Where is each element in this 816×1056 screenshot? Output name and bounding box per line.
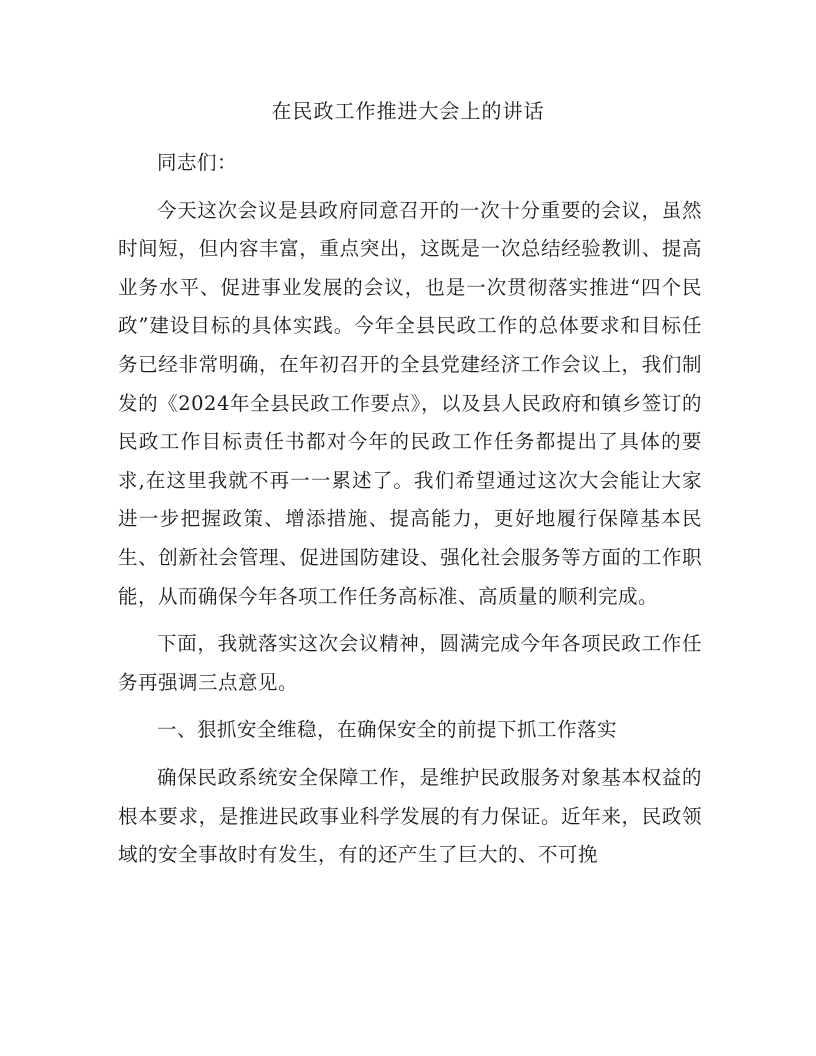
body-paragraph: 确保民政系统安全保障工作，是维护民政服务对象基本权益的根本要求，是推进民政事业科学发展的有力保证。近年来，民政领域的安全事故时有发生，有的还产生了巨大的、不可挽 [118, 765, 702, 867]
section-heading: 一、狠抓安全维稳，在确保安全的前提下抓工作落实 [157, 718, 618, 742]
body-paragraph: 下面，我就落实这次会议精神，圆满完成今年各项民政工作任务再强调三点意见。 [118, 632, 702, 694]
body-paragraph: 今天这次会议是县政府同意召开的一次十分重要的会议，虽然时间短，但内容丰富，重点突出，这既是一次总结经验教训、提高业务水平、促进事业发展的会议，也是一次贯彻落实推进“四个民政”建设目标的具体实践。今年全县民政工作的总体要求和目标任务已经非常明确，在年初召开的全县党建经济工作会议上，我们制发的《2024年全县民政工作要点》，以及县人民政府和镇乡签订的民政工作目标责任书都对今年的民政工作任务都提出了具体的要求,在这里我就不再一一累述了。我们希望通过这次大会能让大家进一步把握政策、增添措施、提高能力，更好地履行保障基本民生、创新社会管理、促进国防建设、强化社会服务等方面的工作职能，从而确保今年各项工作任务高标准、高质量的顺利完成。 [118, 198, 702, 608]
document-body [118, 144, 702, 884]
document-title: 在民政工作推进大会上的讲话 [271, 99, 545, 123]
salutation-paragraph: 同志们： [157, 151, 238, 174]
